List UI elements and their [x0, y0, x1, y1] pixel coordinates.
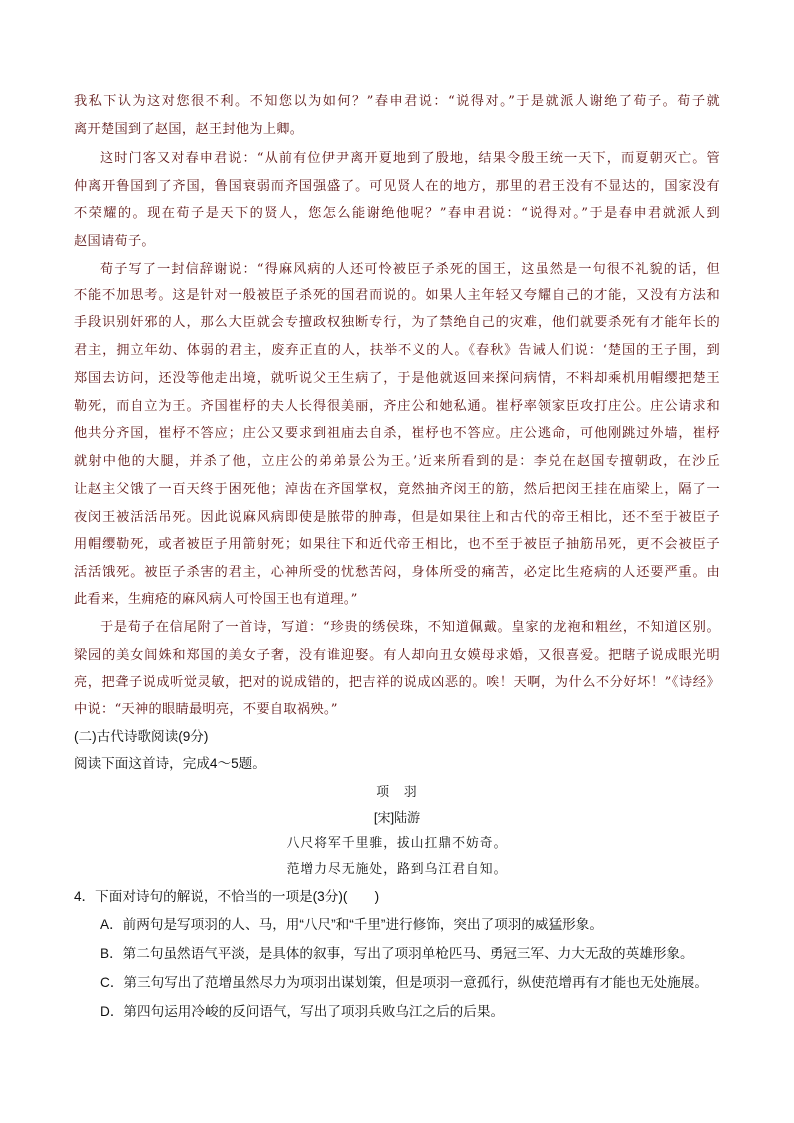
passage-line: 仲离开鲁国到了齐国，鲁国衰弱而齐国强盛了。可见贤人在的地方，那里的君王没有不显达的，国家没有 [74, 179, 720, 194]
passage-line: 这时门客又对春申君说：“从前有位伊尹离开夏地到了殷地，结果令殷王统一天下，而夏朝灭亡。管 [100, 151, 720, 166]
passage-line: 用帽缨勒死，或者被臣子用箭射死；如果往下和近代帝王相比，也不至于被臣子抽筋吊死，更不会被臣子 [74, 537, 720, 552]
poem-line: 八尺将军千里骓，拔山扛鼎不妨奇。 [286, 836, 508, 851]
passage-line: 梁园的美女闾姝和郑国的美女子奢，没有谁迎娶。有人却向丑女嫫母求婚，又很喜爱。把瞎子说成眼光明 [74, 648, 720, 663]
passage-line: 此看来，生痈疮的麻风病人可怜国王也有道理。” [74, 592, 358, 607]
passage-line: 活活饿死。被臣子杀害的君主，心神所受的忧愁苦闷，身体所受的痛苦，必定比生疮病的人还要严重。由 [74, 565, 720, 580]
passage-line: 我私下认为这对您很不利。不知您以为如何？”春申君说：“说得对。”于是就派人谢绝了荀子。荀子就 [74, 94, 720, 109]
passage-line: 勒死，而自立为王。齐国崔杼的夫人长得很美丽，齐庄公和她私通。崔杼率领家臣攻打庄公。庄公请求和 [74, 399, 720, 414]
passage-line: 中说：“天神的眼睛最明亮，不要自取祸殃。” [74, 702, 338, 717]
passage-line: 不荣耀的。现在荀子是天下的贤人，您怎么能谢绝他呢？”春申君说：“说得对。”于是春申君就派人到 [74, 206, 720, 221]
passage-line: 夜闵王被活活吊死。因此说麻风病即使是脓带的肿毒，但是如果往上和古代的帝王相比，还不至于被臣子 [74, 510, 720, 525]
passage-line: 让赵主父饿了一百天终于困死他；淖齿在齐国掌权，竟然抽齐闵王的筋，然后把闵王挂在庙梁上，隔了一 [74, 482, 720, 497]
option-d: D．第四句运用冷峻的反问语气，写出了项羽兵败乌江之后的后果。 [100, 1004, 505, 1019]
passage-line: 君主，拥立年幼、体弱的君主，废弃正直的人，扶举不义的人。《春秋》告诫人们说：‘楚国的王子围，到 [74, 343, 720, 358]
option-b: B．第二句虽然语气平淡，是具体的叙事，写出了项羽单枪匹马、勇冠三军、力大无敌的英雄形象。 [100, 946, 694, 961]
poem-title: 项 羽 [376, 785, 418, 800]
passage-line: 赵国请荀子。 [74, 234, 155, 249]
passage-line: 郑国去访问，还没等他走出境，就听说父王生病了，于是他就返回来探问病情，不料却乘机用帽缨把楚王 [74, 371, 720, 386]
passage-line: 就射中他的大腿，并杀了他，立庄公的弟弟景公为王。’近来所看到的是：李兑在赵国专擅朝政，在沙丘 [74, 454, 720, 469]
option-a: A．前两句是写项羽的人、马，用“八尺”和“千里”进行修饰，突出了项羽的威猛形象。 [100, 917, 603, 932]
passage-line: 手段识别奸邪的人，那么大臣就会专擅政权独断专行，为了禁绝自己的灾难，他们就要杀死有才能年长的 [74, 315, 720, 330]
instruction-text: 阅读下面这首诗，完成4～5题。 [74, 756, 266, 771]
question-stem: 4．下面对诗句的解说，不恰当的一项是(3分)( ) [74, 889, 380, 904]
passage-line: 不能不加思考。这是针对一般被臣子杀死的国君而说的。如果人主年轻又夸耀自己的才能，又没有方法和 [74, 288, 720, 303]
poem-line: 范增力尽无施处，路到乌江君自知。 [286, 862, 508, 877]
passage-line: 离开楚国到了赵国，赵王封他为上卿。 [74, 122, 304, 137]
passage-line: 于是荀子在信尾附了一首诗，写道：“珍贵的绣侯珠，不知道佩戴。皇家的龙袍和粗丝，不知道区别。 [100, 620, 720, 635]
passage-line: 他共分齐国，崔杼不答应；庄公又要求到祖庙去自杀，崔杼也不答应。庄公逃命，可他刚跳过外墙，崔杼 [74, 426, 720, 441]
poem-author: [宋]陆游 [373, 810, 421, 825]
passage-line: 亮，把聋子说成听觉灵敏，把对的说成错的，把吉祥的说成凶恶的。唉！天啊，为什么不分好坏！”《诗经》 [74, 675, 720, 690]
section-heading: (二)古代诗歌阅读(9分) [74, 729, 209, 744]
passage-line: 荀子写了一封信辞谢说：“得麻风病的人还可怜被臣子杀死的国王，这虽然是一句很不礼貌的话，但 [100, 262, 720, 277]
option-c: C．第三句写出了范增虽然尽力为项羽出谋划策，但是项羽一意孤行，纵使范增再有才能也无处施展。 [100, 975, 708, 990]
